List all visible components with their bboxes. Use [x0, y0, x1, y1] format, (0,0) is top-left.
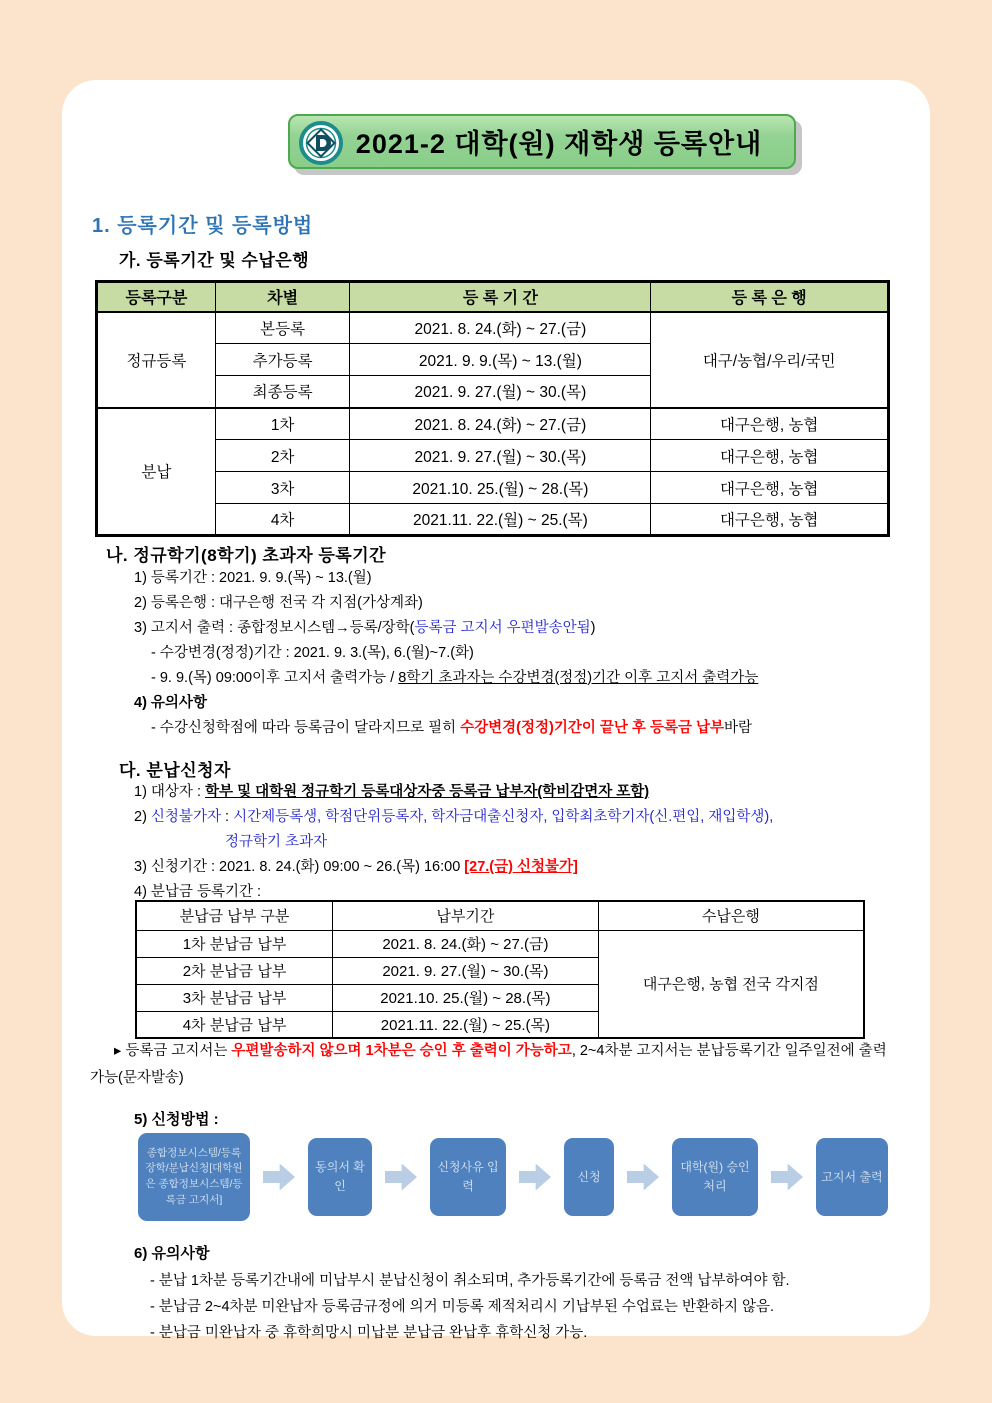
- text-line: 1) 등록기간 : 2021. 9. 9.(목) ~ 13.(월): [134, 570, 372, 586]
- underlined-text: 8학기 초과자는 수강변경(정정)기간 이후 고지서 출력가능: [398, 670, 759, 686]
- cell-round: 3차: [215, 472, 350, 504]
- cell-round: 2차: [215, 440, 350, 472]
- cell-period: 2021. 9. 27.(월) ~ 30.(목): [350, 376, 651, 408]
- flow-step-consent: 동의서 확인: [308, 1138, 372, 1216]
- cell-period: 2021.11. 22.(월) ~ 25.(목): [350, 504, 651, 536]
- cell-bank: 대구은행, 농협: [651, 472, 889, 504]
- application-method-label: 5) 신청방법 :: [134, 1111, 219, 1128]
- text-segment: 바람: [724, 720, 753, 736]
- cautions-list: [150, 1268, 790, 1346]
- text-line: 4) 분납금 등록기간 :: [134, 884, 262, 900]
- cell-round: 본등록: [215, 312, 350, 344]
- arrow-right-icon: [627, 1164, 659, 1191]
- cell-bank: 대구은행, 농협: [651, 504, 889, 536]
- cell-round: 3차 분납금 납부: [136, 984, 333, 1011]
- cell-period: 2021.11. 22.(월) ~ 25.(목): [333, 1011, 599, 1038]
- header-cell-bank: 수납은행: [598, 901, 864, 930]
- page-title: 2021-2 대학(원) 재학생 등록안내: [355, 129, 763, 159]
- header-cell-period: 납부기간: [333, 901, 599, 930]
- text-line: 정규학기 초과자: [225, 834, 328, 850]
- underlined-bold-text: 학부 및 대학원 정규학기 등록대상자중 등록금 납부자(학비감면자 포함): [205, 784, 650, 800]
- cell-period: 2021. 8. 24.(화) ~ 27.(금): [350, 408, 651, 440]
- table-row: [97, 408, 889, 440]
- flow-step-reason: 신청사유 입력: [430, 1138, 506, 1216]
- installment-payment-table: [135, 900, 865, 1039]
- text-segment: 1) 대상자 :: [134, 784, 206, 800]
- highlight-blue-text: 시간제등록생, 학점단위등록자, 학자금대출신청자, 입학최초학기자(신.편입, 재입학생),: [233, 809, 774, 825]
- cell-period: 2021.10. 25.(월) ~ 28.(목): [333, 984, 599, 1011]
- arrow-right-icon: [519, 1164, 551, 1191]
- text-segment: - 9. 9.(목) 09:00이후 고지서 출력가능 /: [151, 670, 399, 686]
- subsection-b-content: [134, 566, 758, 741]
- cell-group-installment: 분납: [97, 408, 216, 536]
- cell-period: 2021. 8. 24.(화) ~ 27.(금): [350, 312, 651, 344]
- text-segment: 3) 고지서 출력 : 종합정보시스템→등록/장학(: [134, 620, 415, 636]
- application-flowchart: [138, 1132, 888, 1222]
- table-row: [97, 472, 889, 504]
- cell-round: 4차: [215, 504, 350, 536]
- text-line: [134, 666, 758, 691]
- flow-step-system: 종합정보시스템/등록장학/분납신청[대학원은 종합정보시스템/등록금 고지서]: [138, 1133, 250, 1221]
- text-segment: ): [590, 620, 596, 636]
- text-line: [134, 805, 773, 830]
- subsection-c-title: 다. 분납신청자: [119, 761, 231, 780]
- alert-red-text: 수강변경(정정)기간이 끝난 후 등록금 납부: [460, 720, 725, 736]
- caution-item: - 분납금 미완납자 중 휴학희망시 미납분 분납금 완납후 휴학신청 가능.: [150, 1325, 588, 1341]
- text-segment: 3) 신청기간 : 2021. 8. 24.(화) 09:00 ~ 26.(목) 16:00: [134, 859, 465, 875]
- arrow-right-icon: [263, 1164, 295, 1191]
- header-cell-bank: 등 록 은 행: [651, 282, 889, 312]
- university-logo-icon: [299, 121, 343, 165]
- flow-step-apply: 신청: [564, 1138, 614, 1216]
- flow-step-approval: 대학(원) 승인처리: [672, 1138, 758, 1216]
- cell-period: 2021. 9. 27.(월) ~ 30.(목): [350, 440, 651, 472]
- bill-note: [90, 1038, 904, 1092]
- cell-period: 2021. 9. 9.(목) ~ 13.(월): [350, 344, 651, 376]
- text-line: 4) 유의사항: [134, 695, 207, 711]
- subsection-c-content: [134, 780, 773, 905]
- header-cell-category: 분납금 납부 구분: [136, 901, 333, 930]
- cell-round: 1차: [215, 408, 350, 440]
- table-row: [136, 930, 864, 957]
- cell-round: 추가등록: [215, 344, 350, 376]
- alert-red-text: 우편발송하지 않으며 1차분은 승인 후 출력이 가능하고: [231, 1043, 572, 1059]
- text-line: [134, 716, 758, 741]
- table-header-row: [136, 901, 864, 930]
- table-header-row: [97, 282, 889, 312]
- arrow-right-icon: [385, 1164, 417, 1191]
- triangle-bullet-icon: ▸: [114, 1043, 126, 1059]
- content-panel: [62, 80, 930, 1341]
- section-1-title: 1. 등록기간 및 등록방법: [92, 215, 314, 237]
- table-row: [97, 440, 889, 472]
- registration-period-table: [95, 280, 890, 537]
- cell-period: 2021.10. 25.(월) ~ 28.(목): [350, 472, 651, 504]
- cell-period: 2021. 9. 27.(월) ~ 30.(목): [333, 957, 599, 984]
- text-line: - 수강변경(정정)기간 : 2021. 9. 3.(목), 6.(월)~7.(화): [151, 645, 474, 661]
- table-row: [97, 504, 889, 536]
- cell-group-regular: 정규등록: [97, 312, 216, 408]
- text-segment: , 2~4차분 고지서는 분납등록기간 일주일전에 출력 가능(문자발송): [90, 1043, 887, 1086]
- header-cell-round: 차별: [215, 282, 350, 312]
- text-line: 2) 등록은행 : 대구은행 전국 각 지점(가상계좌): [134, 595, 423, 611]
- text-line: [134, 616, 758, 641]
- text-segment: - 수강신청학점에 따라 등록금이 달라지므로 필히: [151, 720, 461, 736]
- cell-round: 2차 분납금 납부: [136, 957, 333, 984]
- flow-step-print: 고지서 출력: [816, 1138, 888, 1216]
- text-line: [134, 855, 773, 880]
- subsection-b-title: 나. 정규학기(8학기) 초과자 등록기간: [106, 546, 387, 565]
- text-segment: 2): [134, 809, 151, 825]
- caution-item: - 분납 1차분 등록기간내에 미납부시 분납신청이 취소되며, 추가등록기간에 등록금 전액 납부하여야 함.: [150, 1273, 790, 1289]
- text-segment: 등록금 고지서는: [125, 1043, 232, 1059]
- cell-period: 2021. 8. 24.(화) ~ 27.(금): [333, 930, 599, 957]
- cell-round: 1차 분납금 납부: [136, 930, 333, 957]
- cell-bank: 대구은행, 농협: [651, 408, 889, 440]
- caution-item: - 분납금 2~4차분 미완납자 등록금규정에 의거 미등록 제적처리시 기납부된 수업료는 반환하지 않음.: [150, 1299, 775, 1315]
- subsection-a-title: 가. 등록기간 및 수납은행: [119, 251, 310, 270]
- cautions-label: 6) 유의사항: [134, 1245, 210, 1262]
- header-cell-category: 등록구분: [97, 282, 216, 312]
- text-segment: :: [220, 809, 234, 825]
- title-banner: [288, 114, 796, 169]
- alert-red-underlined-text: [27.(금) 신청불가]: [464, 859, 578, 875]
- header-cell-period: 등 록 기 간: [350, 282, 651, 312]
- cell-bank: 대구/농협/우리/국민: [651, 312, 889, 408]
- cell-bank: 대구은행, 농협 전국 각지점: [598, 930, 864, 1038]
- arrow-right-icon: [771, 1164, 803, 1191]
- text-line: [134, 780, 773, 805]
- cell-round: 4차 분납금 납부: [136, 1011, 333, 1038]
- cell-bank: 대구은행, 농협: [651, 440, 889, 472]
- table-row: [97, 312, 889, 344]
- highlight-blue-text: 등록금 고지서 우편발송안됨: [414, 620, 591, 636]
- highlight-blue-text: 신청불가자: [150, 809, 221, 825]
- cell-round: 최종등록: [215, 376, 350, 408]
